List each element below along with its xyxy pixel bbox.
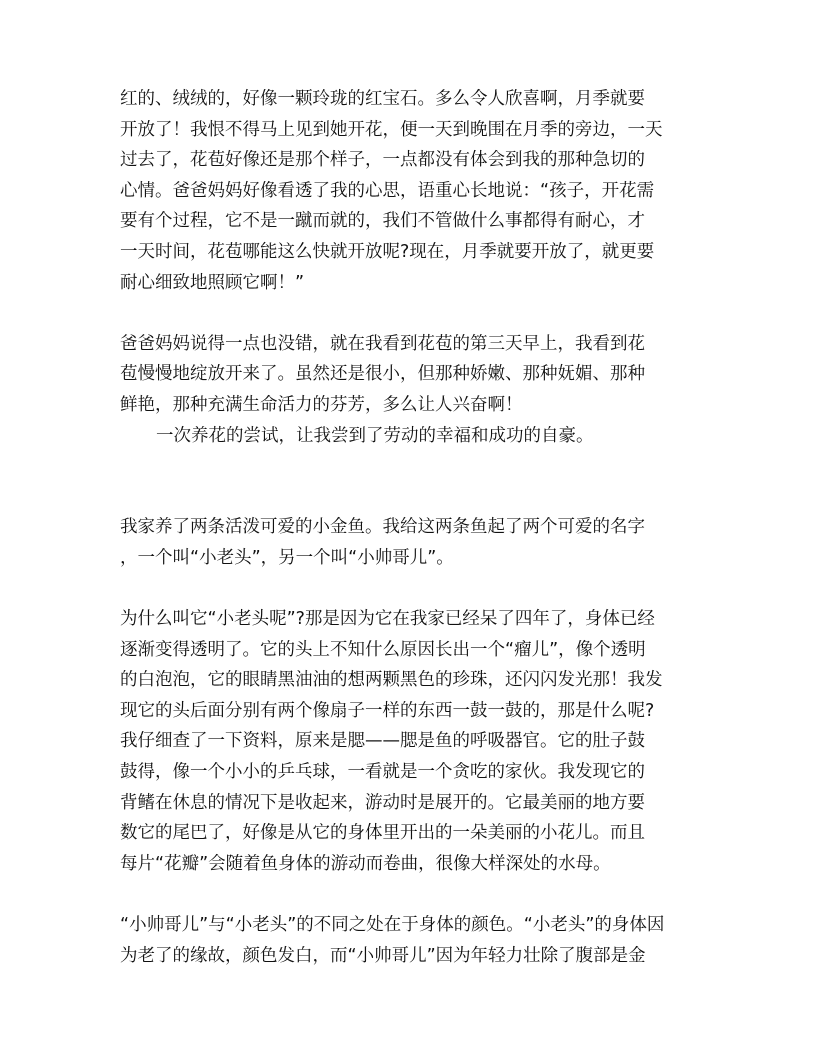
text-line: 背鳍在休息的情况下是收起来，游动时是展开的。它最美丽的地方要 <box>120 792 645 813</box>
paragraph-gap <box>120 298 700 329</box>
paragraph-goldfish-intro <box>120 512 700 573</box>
paragraph-old-man-fish <box>120 604 700 879</box>
text-line: 红的、绒绒的，好像一颗玲珑的红宝石。多么令人欣喜啊，月季就要 <box>120 89 645 109</box>
text-line: 开放了！我恨不得马上见到她开花，便一天到晚围在月季的旁边，一天 <box>120 119 663 140</box>
paragraph-flower-wait <box>120 84 700 298</box>
text-line: 鼓得，像一个小小的乒乓球，一看就是一个贪吃的家伙。我发现它的 <box>120 762 645 783</box>
section-gap <box>120 451 700 512</box>
text-line: 过去了，花苞好像还是那个样子，一点都没有体会到我的那种急切的 <box>120 150 645 171</box>
text-line: 要有个过程，它不是一蹴而就的，我们不管做什么事都得有耐心，才 <box>120 211 645 232</box>
paragraph-gap <box>120 879 700 910</box>
text-line: 我家养了两条活泼可爱的小金鱼。我给这两条鱼起了两个可爱的名字 <box>120 517 645 538</box>
text-line: 为什么叫它“小老头呢”?那是因为它在我家已经呆了四年了，身体已经 <box>120 609 655 630</box>
text-line: 为老了的缘故，颜色发白，而“小帅哥儿”因为年轻力壮除了腹部是金 <box>120 945 646 966</box>
text-line: 一天时间，花苞哪能这么快就开放呢?现在，月季就要开放了，就更要 <box>120 241 655 262</box>
text-line: 的白泡泡，它的眼睛黑油油的想两颗黑色的珍珠，还闪闪发光那！我发 <box>120 670 663 691</box>
paragraph-gap <box>120 574 700 605</box>
text-line: ，一个叫“小老头”，另一个叫“小帅哥儿”。 <box>120 547 454 568</box>
text-line: 现它的头后面分别有两个像扇子一样的东西一鼓一鼓的，那是什么呢? <box>120 700 655 721</box>
text-line: “小帅哥儿”与“小老头”的不同之处在于身体的颜色。“小老头”的身体因 <box>120 915 665 936</box>
paragraph-flower-bloom <box>120 329 700 451</box>
text-line: 鲜艳，那种充满生命活力的芬芳，多么让人兴奋啊！ <box>120 394 523 415</box>
text-line: 苞慢慢地绽放开来了。虽然还是很小，但那种娇嫩、那种妩媚、那种 <box>120 364 645 385</box>
text-line-indented: 一次养花的尝试，让我尝到了劳动的幸福和成功的自豪。 <box>156 425 594 446</box>
text-line: 我仔细查了一下资料，原来是腮——腮是鱼的呼吸器官。它的肚子鼓 <box>120 731 645 752</box>
text-line: 爸爸妈妈说得一点也没错，就在我看到花苞的第三天早上，我看到花 <box>120 333 645 354</box>
text-line: 数它的尾巴了，好像是从它的身体里开出的一朵美丽的小花儿。而且 <box>120 823 645 844</box>
paragraph-fish-comparison <box>120 910 700 971</box>
text-line: 每片“花瓣”会随着鱼身体的游动而卷曲，很像大样深处的水母。 <box>120 853 611 874</box>
text-line: 逐渐变得透明了。它的头上不知什么原因长出一个“瘤儿”，像个透明 <box>120 639 646 660</box>
document-page <box>120 84 700 971</box>
text-line: 心情。爸爸妈妈好像看透了我的心思，语重心长地说：“孩子，开花需 <box>120 180 655 201</box>
text-line: 耐心细致地照顾它啊！” <box>120 272 305 293</box>
